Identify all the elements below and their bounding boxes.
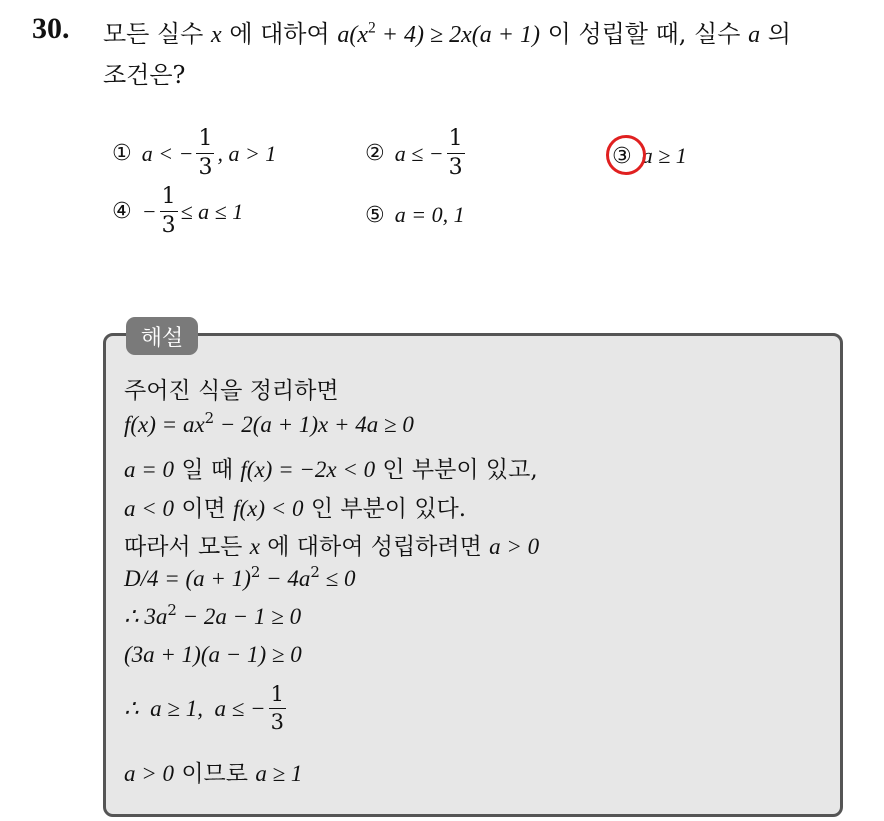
fraction: $\frac{1}{3}$ <box>270 682 285 734</box>
choice-5[interactable]: ⑤ a = 0, 1 <box>365 202 465 228</box>
solution-line-6: $D/4 = (a + 1)^2 - 4a^2 \le 0$ <box>124 563 356 591</box>
choice-number: ① <box>112 141 132 166</box>
fraction: $\frac{1}{3}$ <box>448 126 463 180</box>
choice-number: ② <box>365 141 385 166</box>
question-line-1 <box>103 14 791 49</box>
choice-number: ④ <box>112 199 132 224</box>
solution-line-10: a > 0 이므로 a ≥ 1 <box>124 761 303 787</box>
solution-line-8: (3a + 1)(a − 1) ≥ 0 <box>124 642 302 667</box>
q-var-a: a <box>748 22 761 48</box>
choice-number: ⑤ <box>365 202 385 228</box>
question-line-2: 조건은? <box>103 61 186 89</box>
choice-number: ③ <box>612 143 632 169</box>
solution-line-3: a = 0 일 때 f(x) = −2x < 0 인 부분이 있고, <box>124 457 538 483</box>
q-inequality: $a(x^2 + 4) \ge 2x(a + 1)$ <box>337 19 540 48</box>
solution-line-2: $f(x) = ax^2 - 2(a + 1)x + 4a \ge 0$ <box>124 409 414 437</box>
solution-line-7: ∴ $3a^2 - 2a - 1 \ge 0$ <box>124 601 302 629</box>
q-var-x: x <box>211 22 222 48</box>
q-text: 에 대하여 <box>229 20 330 48</box>
selected-answer-circle <box>606 135 646 175</box>
choice-2[interactable]: ② a ≤ − $\frac{1}{3}$ <box>365 126 463 180</box>
solution-line-1: 주어진 식을 정리하면 <box>124 378 339 404</box>
solution-line-9: ∴ a ≥ 1, a ≤ − $\frac{1}{3}$ <box>124 682 285 734</box>
fraction: $\frac{1}{3}$ <box>161 184 176 238</box>
solution-tag: 해설 <box>126 317 198 355</box>
choice-4[interactable]: ④ − $\frac{1}{3}$ ≤ a ≤ 1 <box>112 184 244 238</box>
q-text: 이 성립할 때, 실수 <box>547 20 741 48</box>
q-text: 모든 실수 <box>103 20 204 48</box>
fraction: $\frac{1}{3}$ <box>198 126 213 180</box>
question-number: 30. <box>32 12 70 45</box>
choice-1[interactable]: ① a < − $\frac{1}{3}$ , a > 1 <box>112 126 277 180</box>
solution-line-4: a < 0 이면 f(x) < 0 인 부분이 있다. <box>124 496 467 522</box>
q-text: 의 <box>767 20 791 48</box>
solution-line-5: 따라서 모든 x 에 대하여 성립하려면 a > 0 <box>124 534 540 560</box>
choice-3[interactable]: ③ a ≥ 1 <box>612 143 687 169</box>
